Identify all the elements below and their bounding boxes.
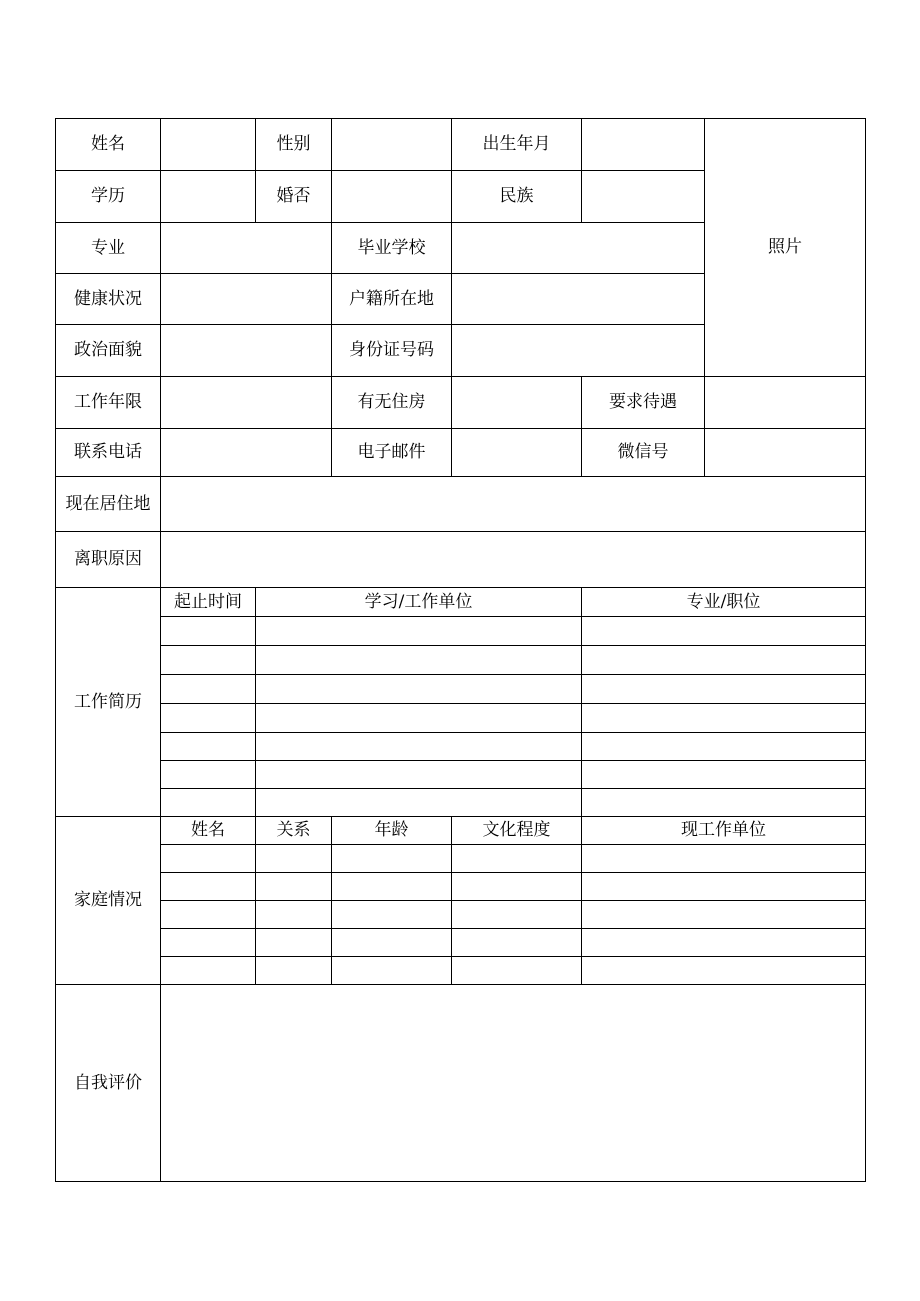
email-label: 电子邮件	[332, 429, 452, 477]
work-history-label: 工作简历	[56, 588, 161, 817]
ethnicity-label: 民族	[452, 171, 582, 223]
photo-box[interactable]: 照片	[705, 119, 866, 377]
family-age-cell[interactable]	[332, 957, 452, 985]
resume-form-main	[55, 118, 866, 1182]
hukou-field[interactable]	[452, 274, 705, 325]
marital-label: 婚否	[256, 171, 332, 223]
education-label: 学历	[56, 171, 161, 223]
family-education-cell[interactable]	[452, 957, 582, 985]
work-history-header-period: 起止时间	[161, 588, 256, 617]
phone-label: 联系电话	[56, 429, 161, 477]
wechat-label: 微信号	[582, 429, 705, 477]
email-field[interactable]	[452, 429, 582, 477]
family-label: 家庭情况	[56, 817, 161, 985]
work-history-row	[56, 733, 866, 761]
self-eval-label: 自我评价	[56, 985, 161, 1182]
family-name-cell[interactable]	[161, 873, 256, 901]
salary-label: 要求待遇	[582, 377, 705, 429]
work-history-period-cell[interactable]	[161, 704, 256, 733]
housing-field[interactable]	[452, 377, 582, 429]
work-history-row	[56, 704, 866, 733]
hukou-label: 户籍所在地	[332, 274, 452, 325]
major-label: 专业	[56, 223, 161, 274]
political-field[interactable]	[161, 325, 332, 377]
major-field[interactable]	[161, 223, 332, 274]
work-history-period-cell[interactable]	[161, 646, 256, 675]
family-header-education: 文化程度	[452, 817, 582, 845]
family-relation-cell[interactable]	[256, 873, 332, 901]
health-field[interactable]	[161, 274, 332, 325]
work-history-row	[56, 761, 866, 789]
family-name-cell[interactable]	[161, 929, 256, 957]
leave-reason-label: 离职原因	[56, 532, 161, 588]
family-age-cell[interactable]	[332, 845, 452, 873]
family-age-cell[interactable]	[332, 929, 452, 957]
birth-label: 出生年月	[452, 119, 582, 171]
name-field[interactable]	[161, 119, 256, 171]
work-history-unit-cell[interactable]	[256, 789, 582, 817]
family-age-cell[interactable]	[332, 901, 452, 929]
family-name-cell[interactable]	[161, 957, 256, 985]
family-relation-cell[interactable]	[256, 957, 332, 985]
address-label: 现在居住地	[56, 477, 161, 532]
family-workplace-cell[interactable]	[582, 873, 866, 901]
work-history-position-cell[interactable]	[582, 733, 866, 761]
family-header-workplace: 现工作单位	[582, 817, 866, 845]
work-history-period-cell[interactable]	[161, 761, 256, 789]
work-history-period-cell[interactable]	[161, 733, 256, 761]
family-education-cell[interactable]	[452, 845, 582, 873]
work-history-row	[56, 789, 866, 817]
ethnicity-field[interactable]	[582, 171, 705, 223]
family-workplace-cell[interactable]	[582, 929, 866, 957]
family-relation-cell[interactable]	[256, 845, 332, 873]
work-history-unit-cell[interactable]	[256, 733, 582, 761]
health-label: 健康状况	[56, 274, 161, 325]
work-history-row	[56, 646, 866, 675]
birth-field[interactable]	[582, 119, 705, 171]
work-history-position-cell[interactable]	[582, 761, 866, 789]
work-history-row	[56, 675, 866, 704]
school-field[interactable]	[452, 223, 705, 274]
political-label: 政治面貌	[56, 325, 161, 377]
family-workplace-cell[interactable]	[582, 845, 866, 873]
work-history-position-cell[interactable]	[582, 704, 866, 733]
work-history-header-position: 专业/职位	[582, 588, 866, 617]
family-workplace-cell[interactable]	[582, 901, 866, 929]
work-history-row	[56, 617, 866, 646]
work-history-unit-cell[interactable]	[256, 646, 582, 675]
housing-label: 有无住房	[332, 377, 452, 429]
phone-field[interactable]	[161, 429, 332, 477]
family-header-age: 年龄	[332, 817, 452, 845]
family-header-name: 姓名	[161, 817, 256, 845]
address-field[interactable]	[161, 477, 866, 532]
work-history-position-cell[interactable]	[582, 617, 866, 646]
school-label: 毕业学校	[332, 223, 452, 274]
work-history-header-unit: 学习/工作单位	[256, 588, 582, 617]
gender-field[interactable]	[332, 119, 452, 171]
work-history-unit-cell[interactable]	[256, 761, 582, 789]
work-history-position-cell[interactable]	[582, 675, 866, 704]
family-row	[56, 929, 866, 957]
family-name-cell[interactable]	[161, 901, 256, 929]
family-row	[56, 957, 866, 985]
id-field[interactable]	[452, 325, 705, 377]
work-history-unit-cell[interactable]	[256, 704, 582, 733]
work-history-position-cell[interactable]	[582, 646, 866, 675]
self-eval-field[interactable]	[161, 985, 866, 1182]
family-relation-cell[interactable]	[256, 901, 332, 929]
work-history-period-cell[interactable]	[161, 789, 256, 817]
family-relation-cell[interactable]	[256, 929, 332, 957]
work-history-unit-cell[interactable]	[256, 617, 582, 646]
marital-field[interactable]	[332, 171, 452, 223]
family-education-cell[interactable]	[452, 873, 582, 901]
family-row	[56, 845, 866, 873]
education-field[interactable]	[161, 171, 256, 223]
family-name-cell[interactable]	[161, 845, 256, 873]
family-education-cell[interactable]	[452, 929, 582, 957]
family-header-relation: 关系	[256, 817, 332, 845]
family-row	[56, 901, 866, 929]
work-years-field[interactable]	[161, 377, 332, 429]
gender-label: 性别	[256, 119, 332, 171]
leave-reason-field[interactable]	[161, 532, 866, 588]
family-age-cell[interactable]	[332, 873, 452, 901]
work-history-period-cell[interactable]	[161, 617, 256, 646]
work-history-period-cell[interactable]	[161, 675, 256, 704]
work-history-position-cell[interactable]	[582, 789, 866, 817]
family-workplace-cell[interactable]	[582, 957, 866, 985]
name-label: 姓名	[56, 119, 161, 171]
work-history-unit-cell[interactable]	[256, 675, 582, 704]
work-years-label: 工作年限	[56, 377, 161, 429]
salary-field[interactable]	[705, 377, 866, 429]
id-label: 身份证号码	[332, 325, 452, 377]
wechat-field[interactable]	[705, 429, 866, 477]
family-row	[56, 873, 866, 901]
family-education-cell[interactable]	[452, 901, 582, 929]
